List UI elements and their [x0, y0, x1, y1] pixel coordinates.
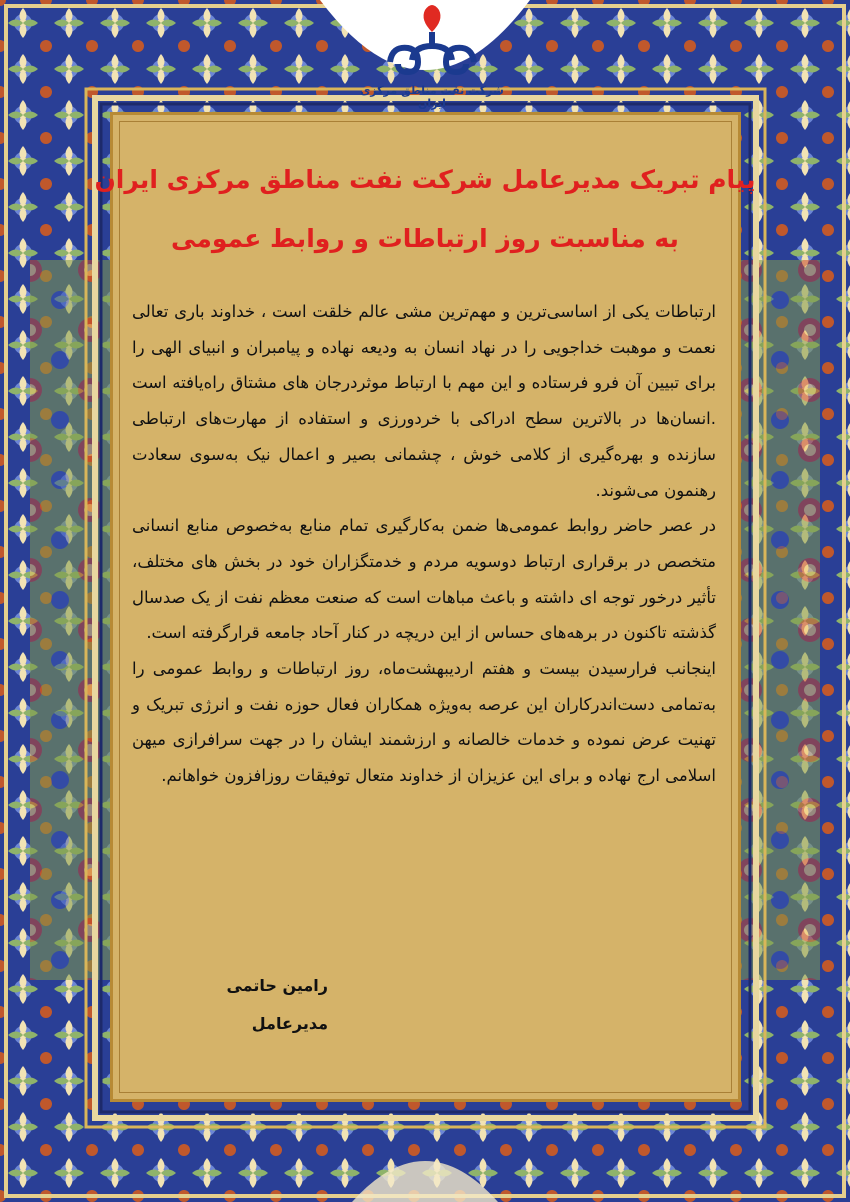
signature-name: رامین حاتمی [226, 976, 328, 995]
logo-caption: شرکت نفت مناطق مرکزی ایران [360, 84, 504, 110]
signature-role: مدیرعامل [251, 1014, 328, 1033]
paragraph-1: ارتباطات یکی از اساسی‌ترین و مهم‌ترین مشی عالم خلقت است ، خداوند باری تعالی نعمت و موهبت خداجویی را در نهاد انسان به ودیعه نهاده و پیامبران و انبیای الهی را برای تبیین آن فرو فرستاده و این مهم با ارتباط موثردرجان های مشتاق راه‌یافته است .انسان‌ها در بالاترین سطح ادراکی با خردورزی و استفاده از مهارت‌های ارتباطی سازنده و بهره‌گیری از کلامی خوش ، چشمانی بصیر و اعمال نیک به‌سوی سعادت رهنمون می‌شوند. [132, 302, 716, 500]
company-logo [352, 0, 512, 112]
page-title: پیام تبریک مدیرعامل شرکت نفت مناطق مرکزی ایران [94, 165, 756, 194]
page-subtitle: به مناسبت روز ارتباطات و روابط عمومی [171, 224, 679, 253]
message-body [132, 294, 716, 794]
paragraph-2: در عصر حاضر روابط عمومی‌ها ضمن به‌کارگیری تمام منابع به‌خصوص منابع انسانی متخصص در برقراری ارتباط دوسویه مردم و خدمتگزاران خود در بخش های مختلف، تأثیر درخور توجه ای داشته و باعث مباهات است که صنعت معظم نفت از یک صدسال گذشته تاکنون در برهه‌های حساس از این دریچه در کنار آحاد جامعه قرارگرفته است. [132, 516, 716, 643]
flame-icon [352, 0, 512, 84]
paragraph-3: اینجانب فرارسیدن بیست و هفتم اردیبهشت‌ماه، روز ارتباطات و روابط عمومی را به‌تمامی دست‌اندرکاران این عرصه به‌ویژه همکاران فعال حوزه نفت و انرژی تبریک و تهنیت عرض نموده و خدمات خالصانه و ارزشمند ایشان را در جهت سرافرازی میهن اسلامی ارج نهاده و برای این عزیزان از خداوند متعال توفیقات روزافزون خواهانم. [132, 659, 716, 786]
